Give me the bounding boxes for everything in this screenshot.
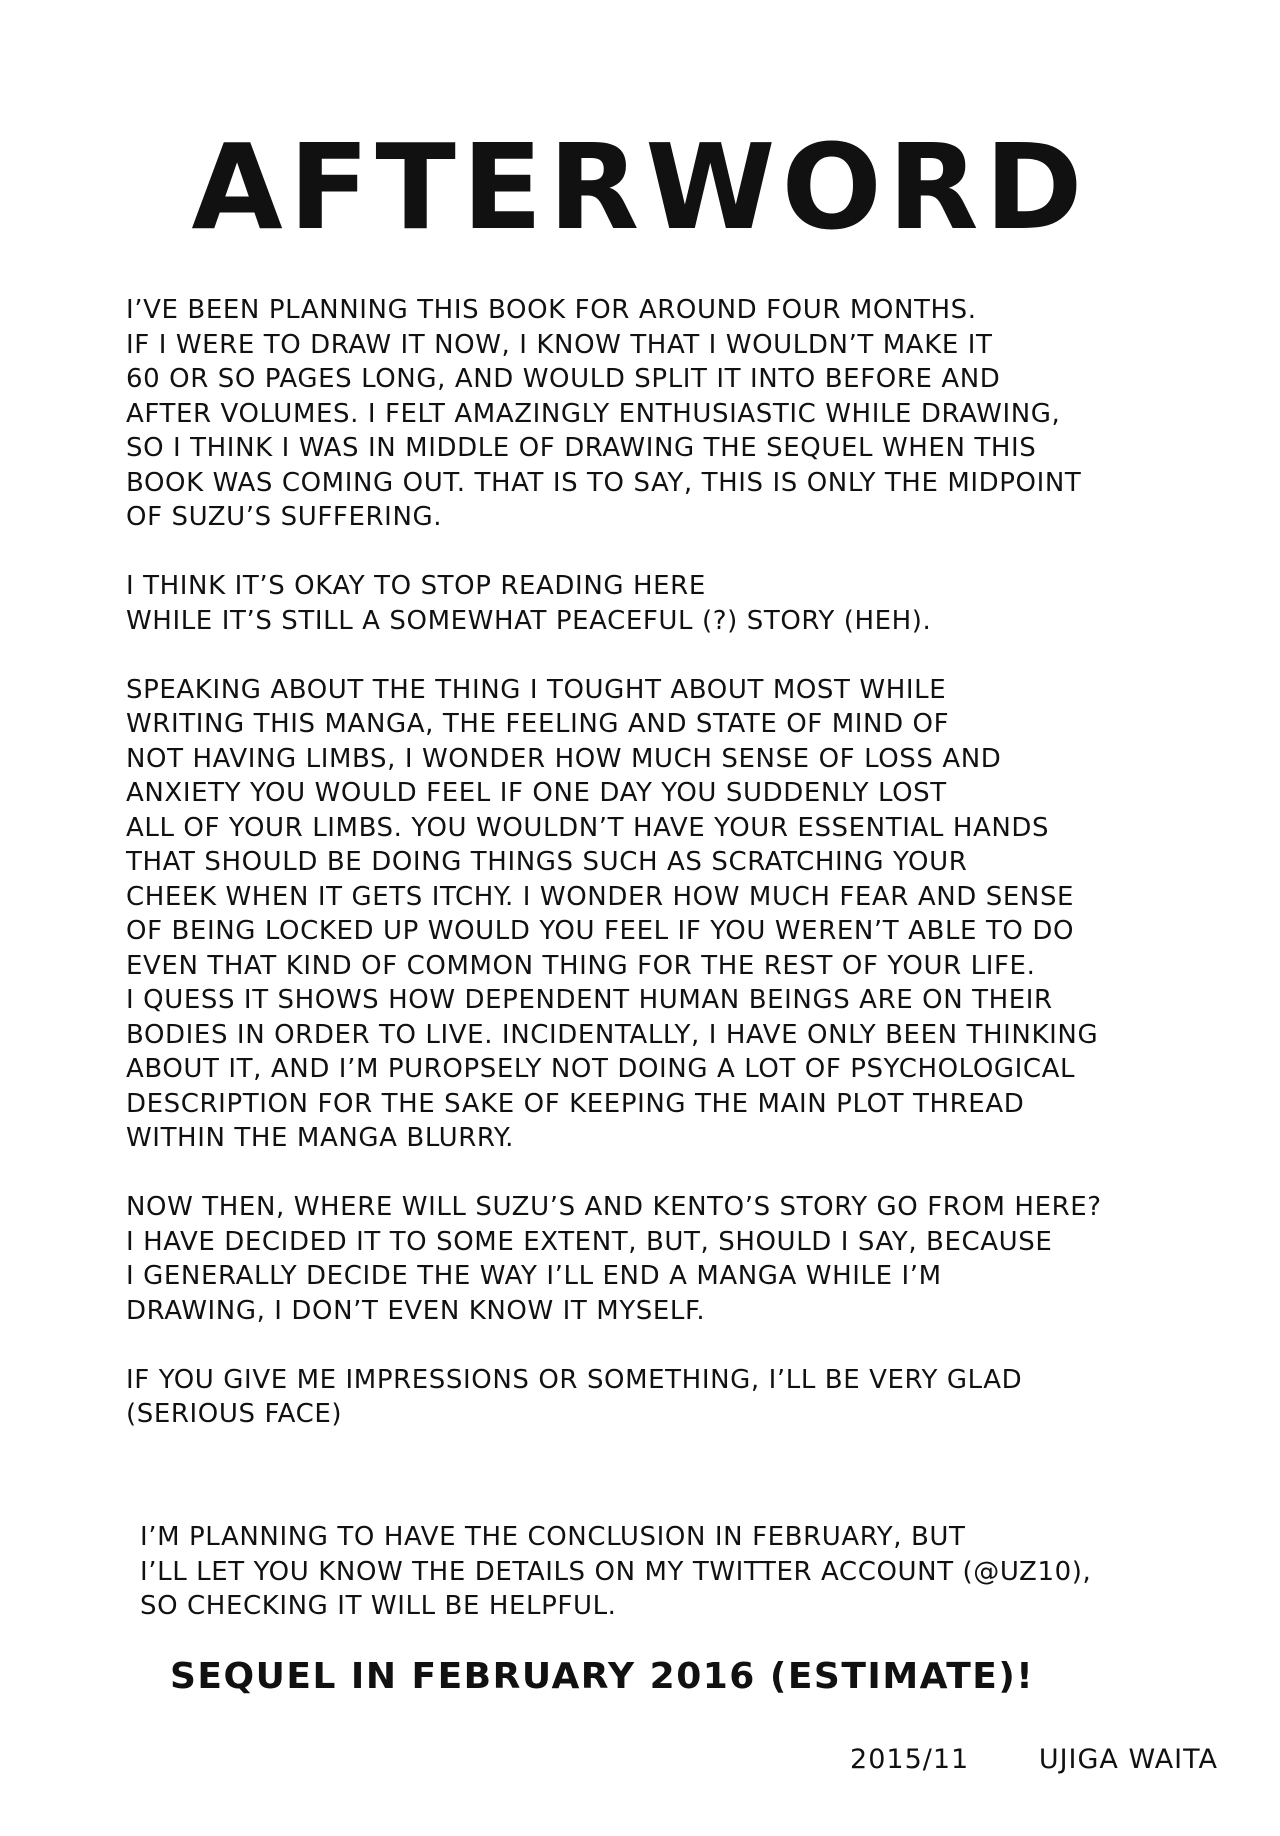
text-line: 60 OR SO PAGES LONG, AND WOULD SPLIT IT INTO BEFORE AND (126, 364, 1001, 394)
text-line: NOW THEN, WHERE WILL SUZU’S AND KENTO’S STORY GO FROM HERE? (126, 1192, 1102, 1222)
text-line: SO I THINK I WAS IN MIDDLE OF DRAWING THE SEQUEL WHEN THIS (126, 433, 1037, 463)
text-line: I’VE BEEN PLANNING THIS BOOK FOR AROUND FOUR MONTHS. (126, 295, 977, 325)
signature-date: 2015/11 (850, 1744, 970, 1775)
text-line: ABOUT IT, AND I’M PUROPSELY NOT DOING A LOT OF PSYCHOLOGICAL (126, 1054, 1076, 1084)
text-line: I QUESS IT SHOWS HOW DEPENDENT HUMAN BEINGS ARE ON THEIR (126, 985, 1053, 1015)
text-line: NOT HAVING LIMBS, I WONDER HOW MUCH SENSE OF LOSS AND (126, 743, 1002, 774)
conclusion-note (140, 1520, 1240, 1624)
text-line: WHILE IT’S STILL A SOMEWHAT PEACEFUL (?) STORY (HEH). (126, 605, 932, 636)
text-line: I GENERALLY DECIDE THE WAY I’LL END A MANGA WHILE I’M (126, 1261, 942, 1291)
text-line: ALL OF YOUR LIMBS. YOU WOULDN’T HAVE YOUR ESSENTIAL HANDS (126, 812, 1050, 843)
text-line: AFTER VOLUMES. I FELT AMAZINGLY ENTHUSIASTIC WHILE DRAWING, (126, 398, 1061, 429)
afterword-body (126, 293, 1236, 1466)
text-line: I HAVE DECIDED IT TO SOME EXTENT, BUT, SHOULD I SAY, BECAUSE (126, 1226, 1053, 1257)
signature-author: UJIGA WAITA (1038, 1744, 1218, 1775)
text-line: ANXIETY YOU WOULD FEEL IF ONE DAY YOU SUDDENLY LOST (126, 778, 947, 808)
text-line: IF YOU GIVE ME IMPRESSIONS OR SOMETHING, I’LL BE VERY GLAD (126, 1364, 1023, 1395)
text-line: WRITING THIS MANGA, THE FEELING AND STATE OF MIND OF (126, 709, 950, 739)
text-line: WITHIN THE MANGA BLURRY. (126, 1123, 514, 1153)
text-line: IF I WERE TO DRAW IT NOW, I KNOW THAT I WOULDN’T MAKE IT (126, 329, 993, 360)
page-title: AFTERWORD (191, 118, 1089, 256)
text-line: I’M PLANNING TO HAVE THE CONCLUSION IN FEBRUARY, BUT (140, 1522, 966, 1552)
paragraph-stop-reading (126, 569, 1236, 638)
text-line: SO CHECKING IT WILL BE HELPFUL. (140, 1591, 617, 1621)
paragraph-planning (126, 293, 1236, 535)
text-line: (SERIOUS FACE) (126, 1399, 343, 1429)
paragraph-story-direction (126, 1190, 1236, 1328)
text-line: BOOK WAS COMING OUT. THAT IS TO SAY, THIS IS ONLY THE MIDPOINT (126, 467, 1082, 498)
text-line: BODIES IN ORDER TO LIVE. INCIDENTALLY, I HAVE ONLY BEEN THINKING (126, 1019, 1099, 1050)
text-line: THAT SHOULD BE DOING THINGS SUCH AS SCRATCHING YOUR (126, 847, 968, 877)
text-line: OF BEING LOCKED UP WOULD YOU FEEL IF YOU WEREN’T ABLE TO DO (126, 916, 1075, 946)
sequel-announcement: SEQUEL IN FEBRUARY 2016 (ESTIMATE)! (170, 1656, 1035, 1697)
text-line: OF SUZU’S SUFFERING. (126, 502, 443, 532)
text-line: CHEEK WHEN IT GETS ITCHY. I WONDER HOW MUCH FEAR AND SENSE (126, 881, 1075, 912)
text-line: I’LL LET YOU KNOW THE DETAILS ON MY TWITTER ACCOUNT (@UZ10), (140, 1556, 1092, 1587)
paragraph-impressions (126, 1363, 1236, 1432)
paragraph-limbs (126, 673, 1236, 1156)
text-line: DRAWING, I DON’T EVEN KNOW IT MYSELF. (126, 1295, 706, 1326)
text-line: DESCRIPTION FOR THE SAKE OF KEEPING THE MAIN PLOT THREAD (126, 1088, 1025, 1119)
text-line: I THINK IT’S OKAY TO STOP READING HERE (126, 571, 706, 601)
text-line: SPEAKING ABOUT THE THING I TOUGHT ABOUT MOST WHILE (126, 674, 947, 705)
text-line: EVEN THAT KIND OF COMMON THING FOR THE REST OF YOUR LIFE. (126, 950, 1036, 981)
signature (850, 1744, 1218, 1775)
